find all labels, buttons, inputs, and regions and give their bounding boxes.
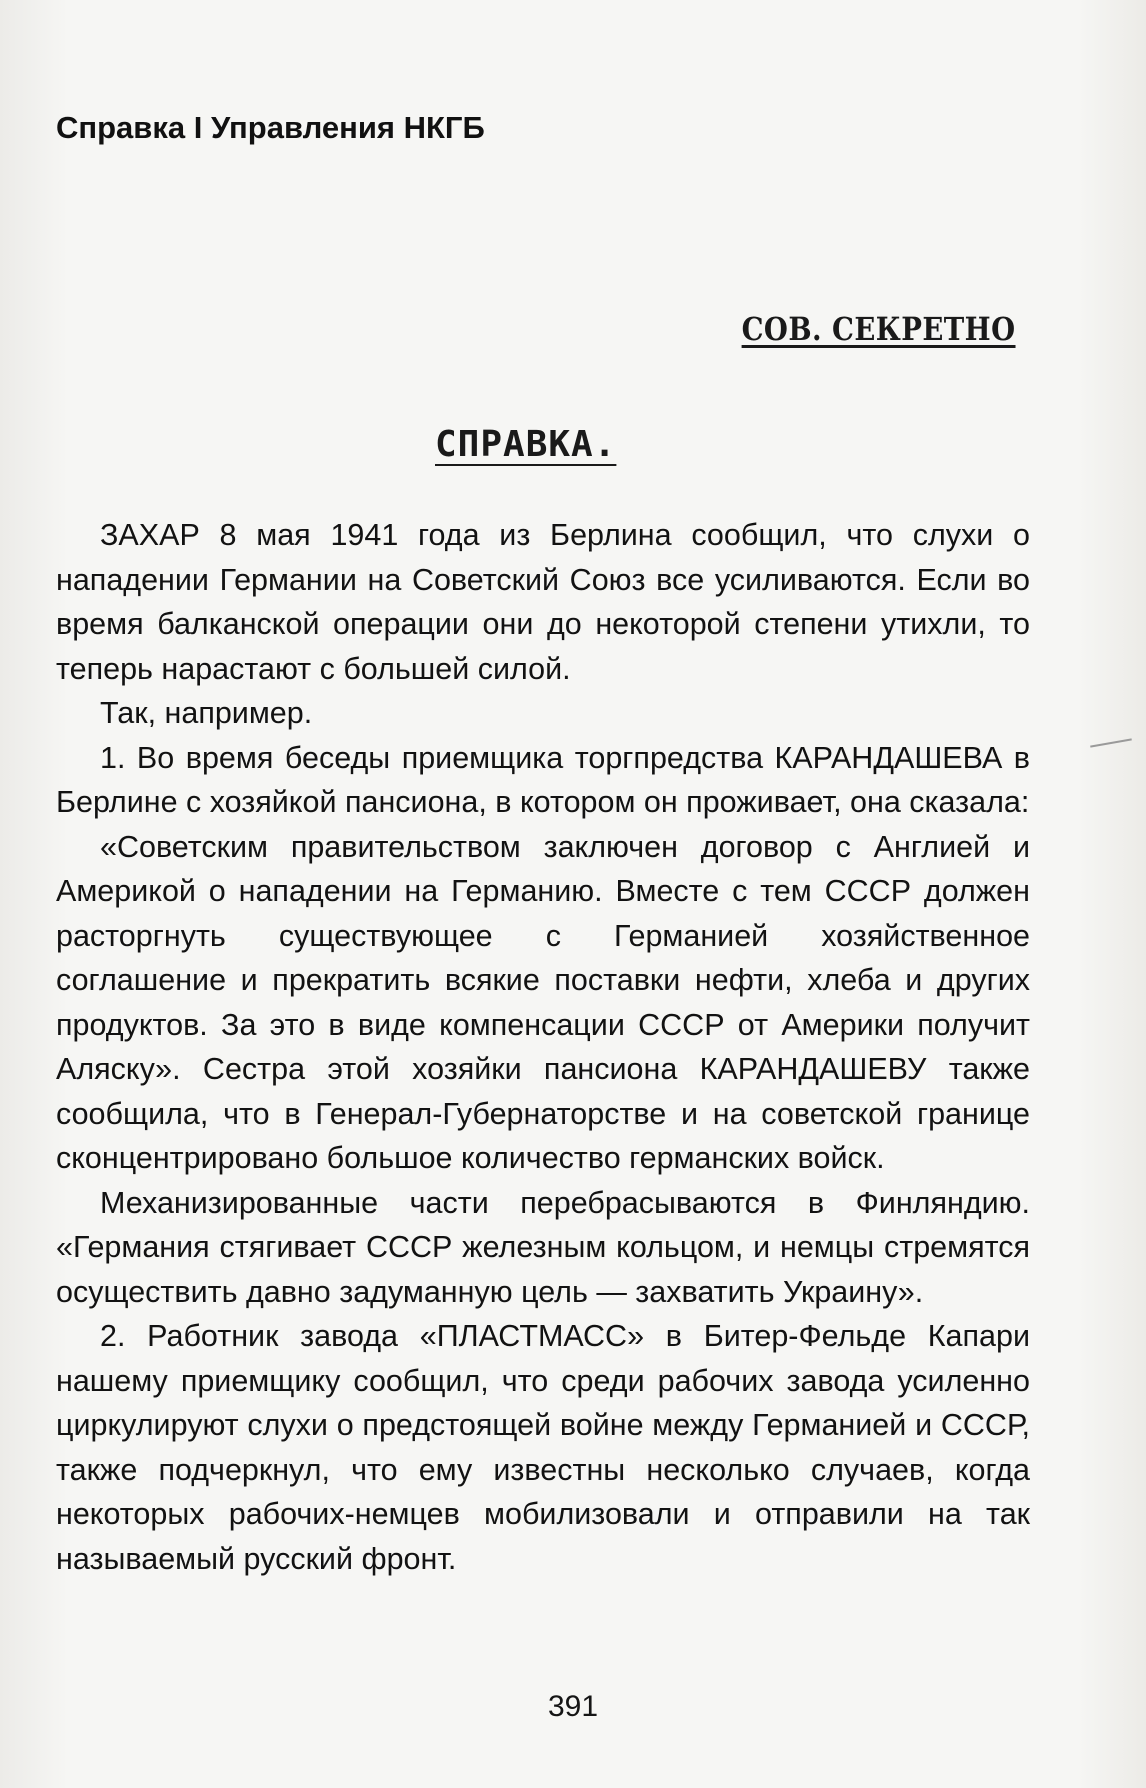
body-paragraph: Так, например. (100, 696, 313, 730)
body-paragraph: Механизированные части перебрасываются в Финляндию. «Германия стягивает СССР железным кольцом, и немцы стремятся осуществить давно задуманную цель — захватить Украину». (56, 1185, 1030, 1309)
body-paragraph: 1. Во время беседы приемщика торгпредства КАРАНДАШЕВА в Берлине с хозяйкой пансиона, в котором он проживает, она сказала: (56, 740, 1030, 819)
document-title: СПРАВКА. (435, 424, 617, 465)
running-head: Справка I Управления НКГБ (56, 110, 485, 145)
body-paragraph: 2. Работник завода «ПЛАСТМАСС» в Битер-Фельде Капари нашему приемщику сообщил, что среди рабочих завода усиленно циркулируют слухи о предстоящей войне между Германией и СССР, также подчеркнул, что ему известны несколько случаев, когда некоторых рабочих-немцев мобилизовали и отправили на так называемый русский фронт. (56, 1319, 1030, 1576)
classification-stamp: СОВ. СЕКРЕТНО (742, 310, 1016, 348)
document-body (56, 513, 1030, 1581)
body-paragraph: «Советским правительством заключен договор с Англией и Америкой о нападении на Германию. Вместе с тем СССР должен расторгнуть существующее с Германией хозяйственное соглашение и прекратить всякие поставки нефти, хлеба и других продуктов. За это в виде компенсации СССР от Америки получит Аляску». Сестра этой хозяйки пансиона КАРАНДАШЕВУ также сообщила, что в Генерал-Губернаторстве и на советской границе сконцентрировано большое количество германских войск. (56, 829, 1030, 1175)
body-paragraph: ЗАХАР 8 мая 1941 года из Берлина сообщил, что слухи о нападении Германии на Советский Союз все усиливаются. Если во время балканской операции они до некоторой степени утихли, то теперь нарастают с большей силой. (56, 518, 1030, 686)
page-number: 391 (547, 1690, 599, 1723)
margin-pencil-mark (1090, 738, 1132, 747)
